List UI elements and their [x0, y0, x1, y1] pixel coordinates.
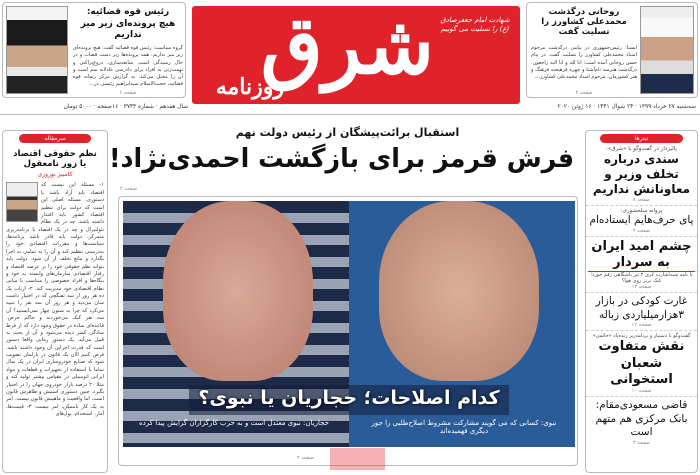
item-kicker: پالیزدار در گفت‌وگو با «شرق»:	[606, 146, 677, 152]
top-left-story[interactable]	[2, 2, 186, 98]
item-sub: با نامه شبه‌اشارت کری ۲ تیر باشگاهی رقم خورد؛ کیک برنز روی هوا؟	[590, 272, 693, 285]
date-line: سه‌شنبه ۲۷ خرداد ۱۳۹۹ · ۲۴ شوال ۱۴۴۱ · ۱۶ ژوئن ۲۰۲۰	[557, 104, 696, 110]
page-ref: صفحه ۸	[633, 197, 650, 203]
page-ref: صفحه ۱۲	[631, 322, 652, 329]
logo-text: شرق	[260, 6, 434, 92]
main-kicker: استقبال برائت‌پیشگان از رئیس دولت نهم	[235, 126, 460, 139]
main-headline-wrap[interactable]	[108, 144, 580, 175]
photo-headline: کدام اصلاحات؛ حجاریان یا نبوی؟	[198, 387, 500, 409]
logo-prefix: روزنامه	[215, 74, 284, 100]
photo-headline-wrap	[139, 387, 559, 410]
top-left-headline: هیچ پرونده‌ای زیر میز نداریم	[80, 19, 176, 40]
caption-nabavi: نبوی: کسانی که می گویند مشارکت مشروط اصلاح‌طلبی را جور دیگری فهمیده‌اند	[371, 419, 557, 436]
page-ref: صفحه ۲	[297, 455, 314, 461]
headlines-sidebar	[585, 130, 698, 473]
item-title: قاضی مسعودی‌مقام: بانک مرکزی هم متهم است	[595, 399, 688, 439]
sidebar-item[interactable]	[586, 397, 697, 448]
item-title: سندی درباره تخلف وزیر و معاونانش نداریم	[592, 152, 691, 196]
headlines-tag: تیترها	[600, 134, 683, 143]
top-right-story[interactable]	[526, 2, 698, 98]
page-ref: صفحه ۲	[575, 90, 593, 96]
page-ref: صفحه ۲	[633, 227, 650, 234]
newspaper-logo[interactable]	[192, 6, 520, 104]
item-title: چشم امید ایران به سردار	[588, 239, 695, 273]
page-ref: صفحه ۱۰	[631, 388, 652, 395]
main-kicker-wrap	[115, 126, 580, 139]
editorial-author: کامبیز نوروزی	[37, 171, 73, 179]
main-headline[interactable]: فرش قرمز برای بازگشت احمدی‌نژاد!	[108, 144, 575, 174]
page-ref: صفحه ۶	[119, 90, 137, 96]
sidebar-item[interactable]	[586, 144, 697, 206]
slogan: شهادت امام جعفرصادق (ع) را تسلیت می گوییم	[440, 16, 510, 34]
page-ref: صفحه ۳	[633, 440, 650, 447]
rouhani-photo	[640, 6, 694, 94]
item-title: نقش متفاوت شعبان استخوانی	[598, 339, 685, 387]
caption-hajjarian: حجاریان: نبوی معتدل است و به حزب کارگزاران گرایش پیدا کرده	[138, 419, 329, 427]
main-photo-box[interactable]	[118, 196, 578, 466]
editorial-column[interactable]	[2, 130, 108, 473]
sidebar-item[interactable]	[586, 237, 697, 294]
page-ref: صفحه ۱۳	[631, 284, 652, 291]
editorial-headline: نظم حقوقی اقتصاد یا زور نامعقول	[13, 149, 97, 170]
sidebar-item[interactable]	[586, 331, 697, 397]
author-photo	[6, 182, 38, 222]
page-ref: صفحه ۲	[120, 186, 137, 192]
top-right-headline: روحانی درگذشت محمدعلی کشاورز را تسلیت گفت	[541, 7, 627, 38]
editorial-tag: سرمقاله	[19, 134, 91, 143]
item-kicker: گفت‌وگو با دستیار و برنامه‌ریز زنده‌یاد «حاتمی»	[592, 333, 691, 340]
divider	[0, 114, 700, 115]
top-left-body: گروه سیاست: رئیس قوه قضائیه گفت: هیچ پرونده‌ای زیر میز نداریم. همه پرونده‌ها زیر دست قضات و در حال رسیدگی است. شایعه‌سازی، دروغ‌پراکنی و تهمت‌زنی به افراد برای دادرسی عادلانه سم است و آن را مختل می‌کند. به گزارش مرکز رسانه قوه قضائیه، حجت‌الاسلام سیدابراهیم رئیسی در...	[73, 45, 183, 87]
raisi-photo	[6, 6, 68, 94]
top-left-title: رئیس قوه قضائیه:	[86, 7, 170, 17]
item-kicker: پروانه سلحشوری:	[620, 208, 663, 214]
item-title: غارت کودکی در بازار ۳هزارمیلیاردی زباله	[595, 295, 688, 321]
top-right-body: ایسنا: رئیس‌جمهوری در پیامی درگذشت مرحوم استاد محمدعلی کشاورز را تسلیت گفت. در پیام حسن روحانی آمده است: انا لله و انا الیه راجعون. درگذشت هنرمند نام‌آشنا و چهره فرهیخته فرهنگ و هنر کشورمان، مرحوم استاد محمدعلی کشاورز...	[531, 45, 637, 80]
sidebar-item[interactable]	[586, 293, 697, 331]
sidebar-item[interactable]	[586, 206, 697, 237]
editorial-body: ۱- مسئله این نیست که اقتصاد باید آزاد باشد یا دستوری. مسئله اصلی این است که دولت برای تنظیم اقتصاد کشور باید اقتدار داشته باشد. چه در یک نظام نئولیبرال و چه در یک اقتصاد با برنامه‌ریزی متمرکز، دولت باید قادر باشد برنامه‌ها، سیاست‌ها و مقررات اقتصادی خود را به‌درستی تنظیم کند و آن را به تمامی به اجرا بگذارد و مانع تخلف از آن شود. دولت باید بتواند نظم حقوقی خود را بر عرصه اقتصاد و رفتار اقتصادی سازمان‌های وابسته به خود و بنگاه‌ها و افراد خصوصی را متناسب با مبانی نظام اقتصادی خود مدیریت کند. ۲- ارباب یک ده هر روز از سه تفنگچی که در اختیار داشت سان می‌دید و هر روز آن سه نفر را تنبیه می‌کرد که چرا به ستون چهار نمی‌ایستید؟ آن سه نفر کتک می‌خوردند و حاکم حرص. قاعده‌ای ساده در حقوق وجود دارد که از فرط سادگی کمتر دیده می‌شود و آن از بحث به قبیل می‌آید. یک دستور زمانی واقعا دستور است که قدرت اجرایی آن وجود داشته باشد. فرض کنیم الان یک قانون در پارلمان تصویب شود که صنایع خودروسازی ایران در یک سال تماما با استفاده از تجهیزات و قطعات و مواد ایرانی اتومبیلی در مقیاس بیشتر تولید کند و مثلا ۲۰ درصد بازار خودروی جهان را در اختیار بگیرد. چنین دستوری اسمش و ظاهرش قانون است، اما واقعیت و ماهیتش قانون نیست. امر به یک کار ناممکن، امر نیست. ۳- قیمت‌ها، آمار، استخدام، پول‌های	[6, 182, 104, 417]
item-title: پای حرف‌هایم ایستاده‌ام	[589, 214, 694, 226]
issue-info: سال هفدهم · شماره ۳۷۴۴ · ۱۶صفحه · ۵۰۰۰ تومان	[63, 104, 188, 110]
jamaran-watermark	[330, 448, 385, 470]
